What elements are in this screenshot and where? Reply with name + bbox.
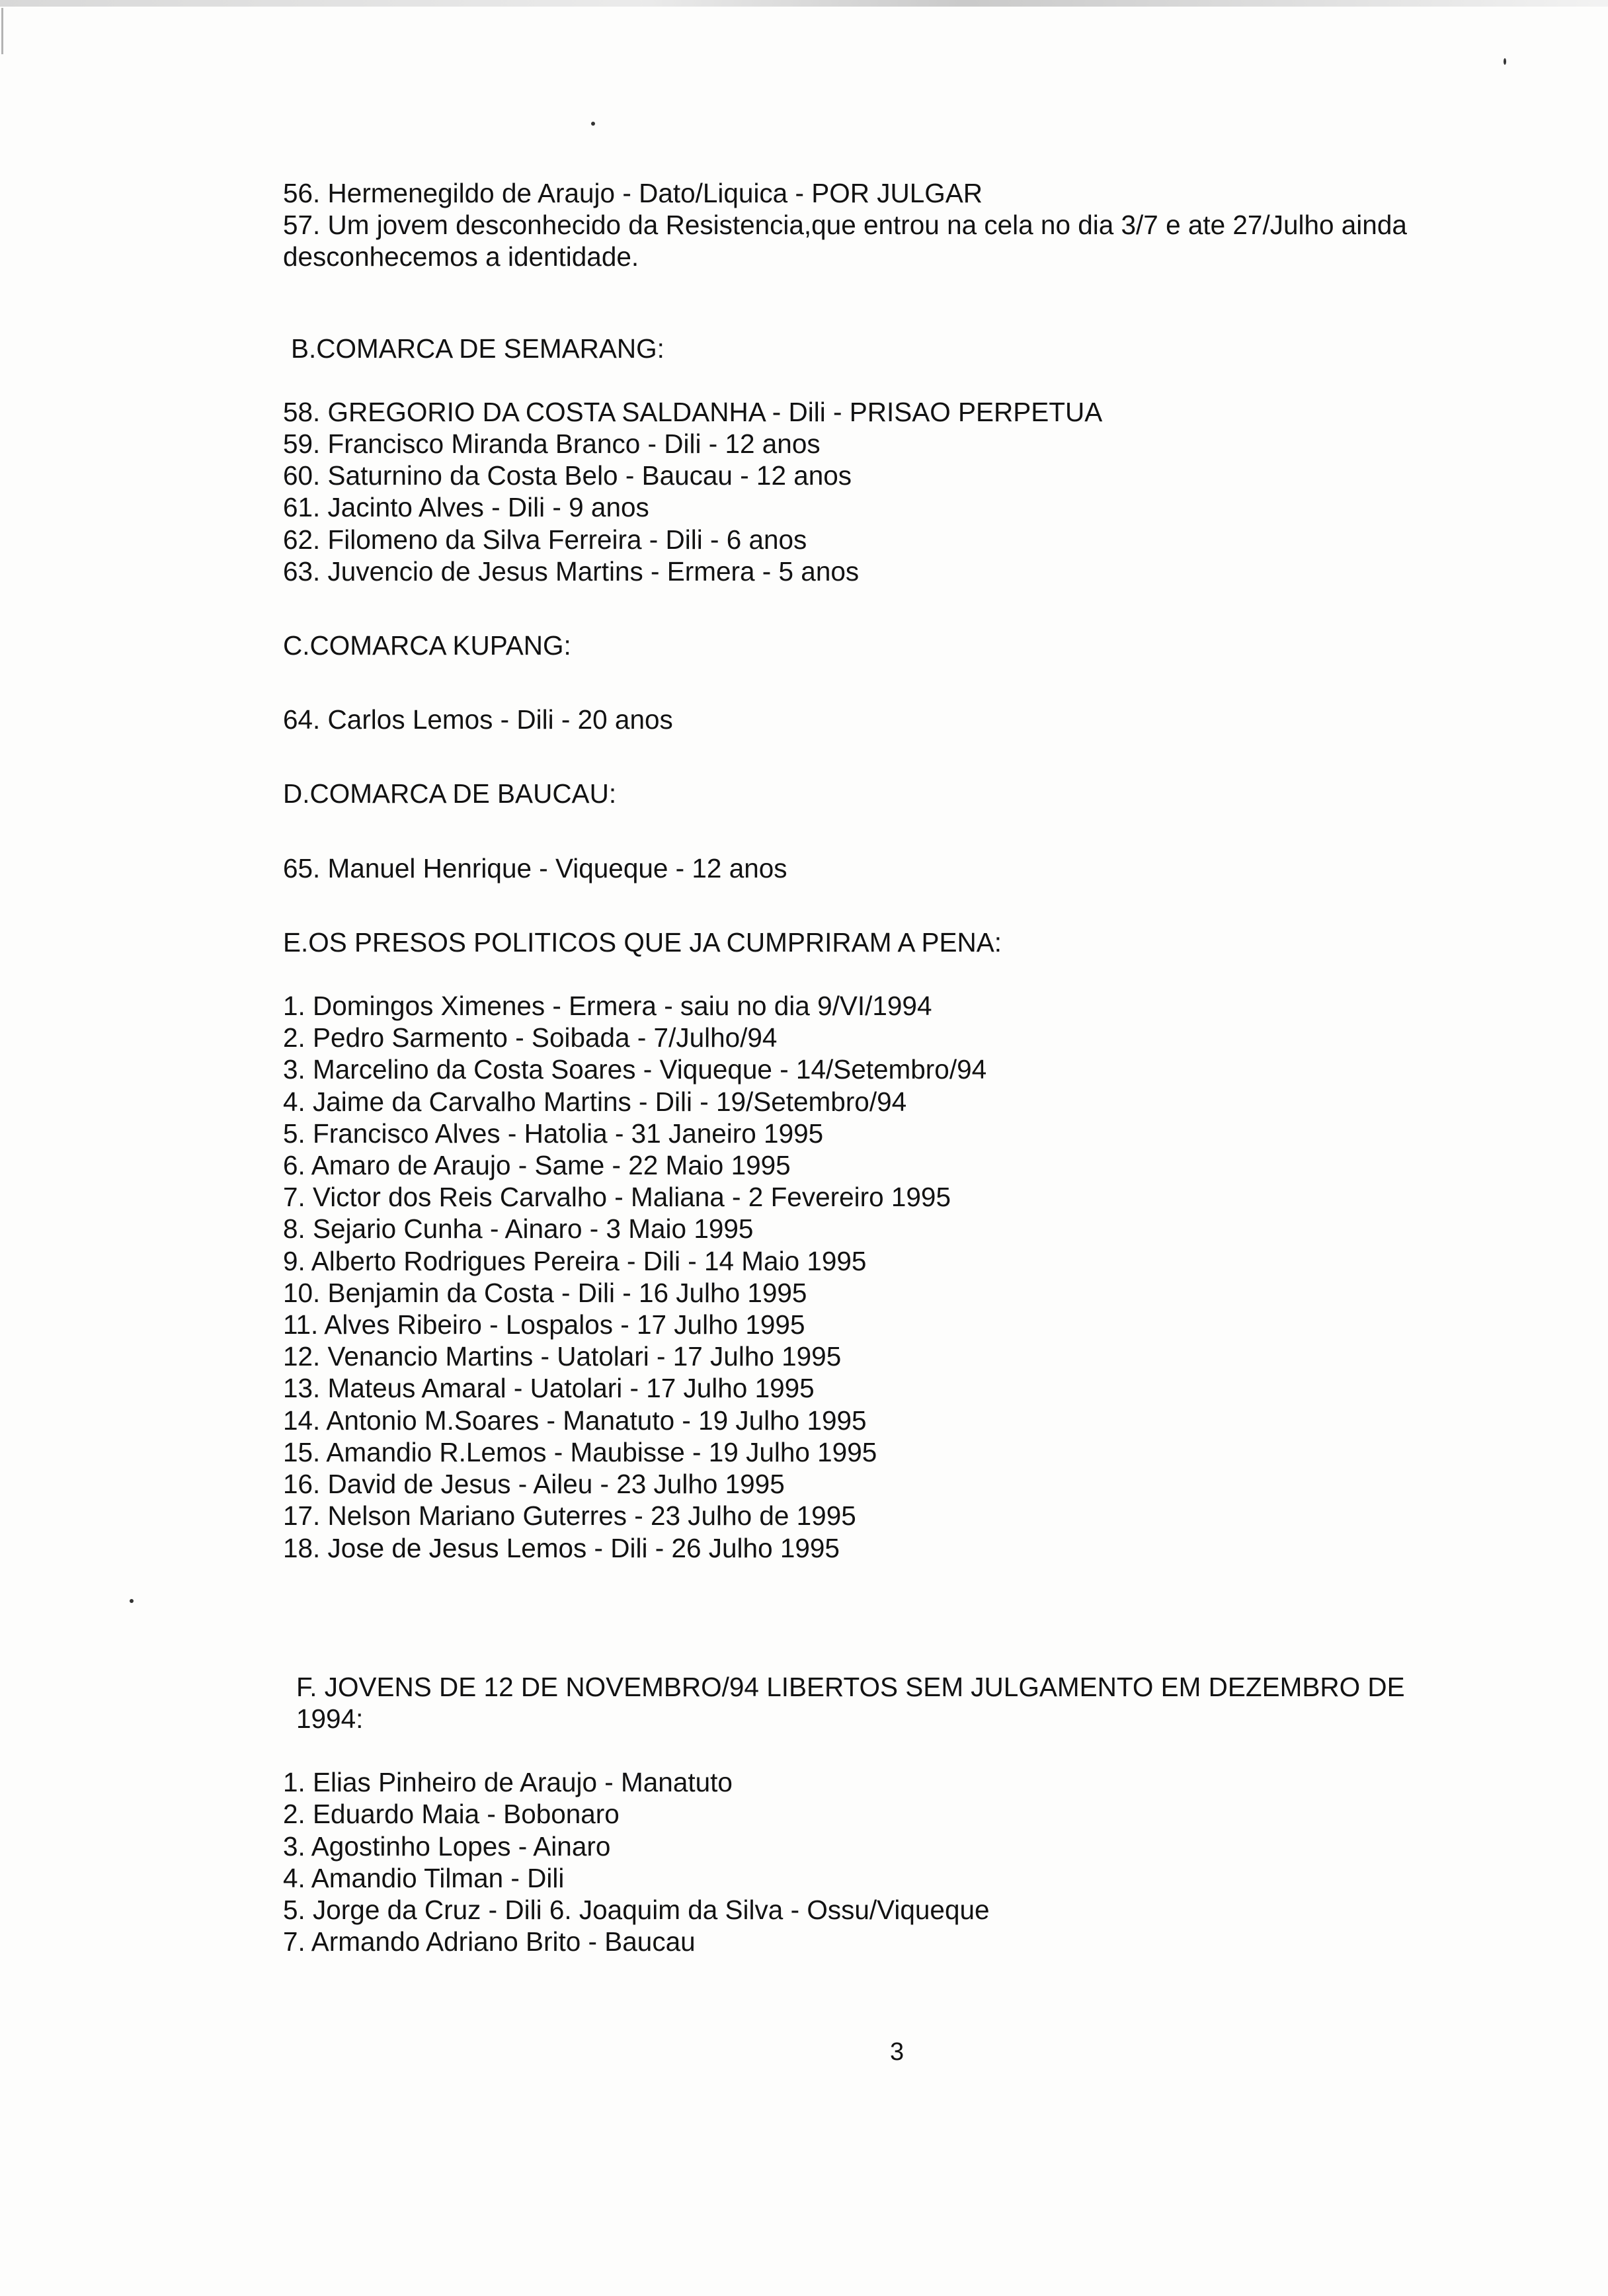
list-item: 6. Amaro de Araujo - Same - 22 Maio 1995 — [283, 1150, 791, 1181]
list-item: 2. Eduardo Maia - Bobonaro — [283, 1799, 620, 1830]
section-heading-f: F. JOVENS DE 12 DE NOVEMBRO/94 LIBERTOS SEM JULGAMENTO EM DEZEMBRO DE 1994: — [296, 1671, 1405, 1734]
list-item: 7. Armando Adriano Brito - Baucau — [283, 1926, 696, 1957]
section-heading-e: E.OS PRESOS POLITICOS QUE JA CUMPRIRAM A PENA: — [283, 926, 1002, 958]
list-item: 1. Domingos Ximenes - Ermera - saiu no dia 9/VI/1994 — [283, 991, 932, 1022]
list-item: 5. Francisco Alves - Hatolia - 31 Janeiro 1995 — [283, 1118, 824, 1149]
list-item: 12. Venancio Martins - Uatolari - 17 Julho 1995 — [283, 1341, 842, 1372]
list-item: 11. Alves Ribeiro - Lospalos - 17 Julho 1995 — [283, 1309, 805, 1340]
list-item: 13. Mateus Amaral - Uatolari - 17 Julho 1995 — [283, 1373, 815, 1404]
section-heading-c: C.COMARCA KUPANG: — [283, 630, 571, 661]
list-item: 63. Juvencio de Jesus Martins - Ermera - 5 anos — [283, 555, 860, 587]
list-item: 59. Francisco Miranda Branco - Dili - 12 anos — [283, 429, 821, 460]
list-item: 15. Amandio R.Lemos - Maubisse - 19 Julho 1995 — [283, 1436, 877, 1467]
scan-speck — [1504, 58, 1506, 65]
list-item: 60. Saturnino da Costa Belo - Baucau - 12 anos — [283, 460, 852, 491]
section-heading-d: D.COMARCA DE BAUCAU: — [283, 778, 617, 809]
scan-speck — [591, 122, 595, 126]
document-body — [283, 177, 1486, 1957]
scan-artifact-left-edge — [1, 8, 7, 54]
list-item: 3. Marcelino da Costa Soares - Viqueque - 14/Setembro/94 — [283, 1054, 987, 1085]
scan-speck — [130, 1599, 134, 1603]
list-item: 17. Nelson Mariano Guterres - 23 Julho de 1995 — [283, 1500, 856, 1532]
section-heading-b: B.COMARCA DE SEMARANG: — [291, 333, 664, 364]
list-item: 10. Benjamin da Costa - Dili - 16 Julho 1995 — [283, 1277, 807, 1308]
list-item: 61. Jacinto Alves - Dili - 9 anos — [283, 492, 649, 523]
list-item: 5. Jorge da Cruz - Dili 6. Joaquim da Silva - Ossu/Viqueque — [283, 1894, 990, 1925]
page-number: 3 — [890, 2038, 904, 2066]
list-item: 62. Filomeno da Silva Ferreira - Dili - 6 anos — [283, 524, 807, 555]
list-item: 16. David de Jesus - Aileu - 23 Julho 1995 — [283, 1469, 785, 1500]
list-item: 14. Antonio M.Soares - Manatuto - 19 Julho 1995 — [283, 1405, 867, 1436]
list-item: 18. Jose de Jesus Lemos - Dili - 26 Julho 1995 — [283, 1532, 840, 1563]
scan-artifact-top — [0, 0, 1608, 7]
list-item: 8. Sejario Cunha - Ainaro - 3 Maio 1995 — [283, 1213, 754, 1245]
list-item: 58. GREGORIO DA COSTA SALDANHA - Dili - PRISAO PERPETUA — [283, 396, 1103, 427]
list-item: 4. Amandio Tilman - Dili — [283, 1862, 565, 1893]
list-item: 65. Manuel Henrique - Viqueque - 12 anos — [283, 852, 787, 883]
list-item: 9. Alberto Rodrigues Pereira - Dili - 14 Maio 1995 — [283, 1245, 867, 1276]
list-item: 64. Carlos Lemos - Dili - 20 anos — [283, 704, 673, 735]
list-item: 56. Hermenegildo de Araujo - Dato/Liquica - POR JULGAR — [283, 178, 983, 208]
list-item: 7. Victor dos Reis Carvalho - Maliana - 2 Fevereiro 1995 — [283, 1182, 951, 1213]
list-item: 4. Jaime da Carvalho Martins - Dili - 19/Setembro/94 — [283, 1086, 907, 1117]
list-item: 2. Pedro Sarmento - Soibada - 7/Julho/94 — [283, 1022, 778, 1053]
list-item: 3. Agostinho Lopes - Ainaro — [283, 1830, 611, 1862]
list-item: 1. Elias Pinheiro de Araujo - Manatuto — [283, 1767, 733, 1798]
list-item: 57. Um jovem desconhecido da Resistencia,que entrou na cela no dia 3/7 e ate 27/Julho ainda desconhecemos a identidade. — [283, 210, 1407, 272]
